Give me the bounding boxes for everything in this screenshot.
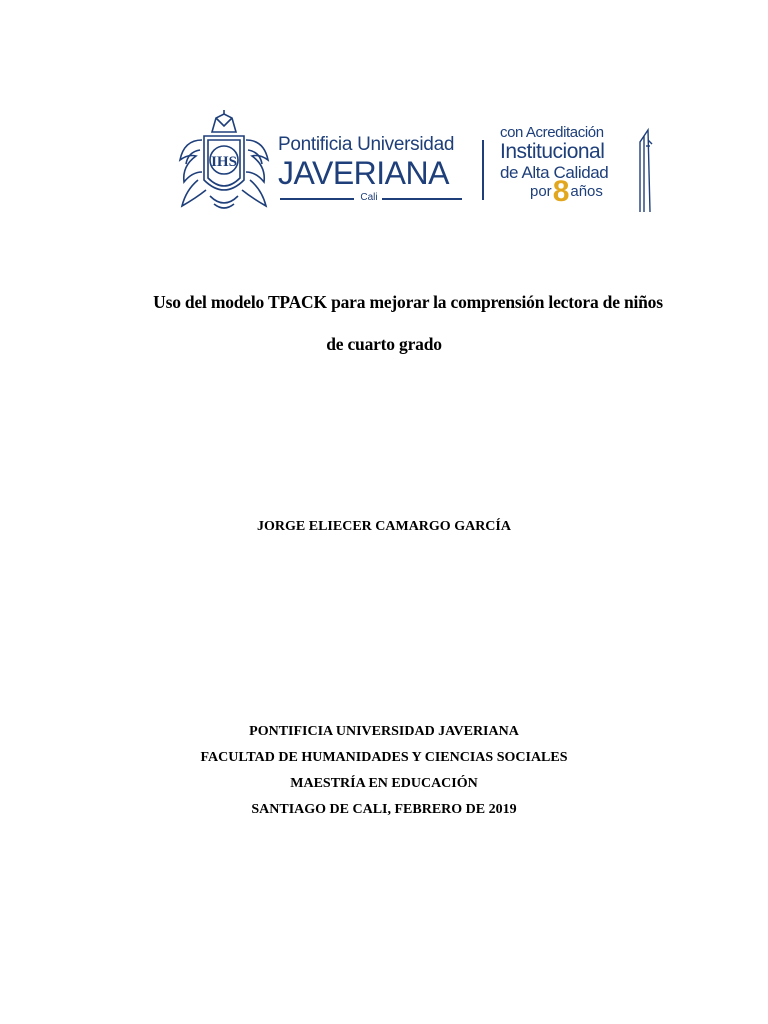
institution-block: [0, 719, 768, 823]
accreditation-years: años: [570, 183, 603, 200]
university-name-line2: JAVERIANA: [278, 155, 449, 191]
thesis-title-line2: de cuarto grado: [326, 334, 442, 354]
thesis-title-line1: Uso del modelo TPACK para mejorar la comprensión lectora de niños: [153, 292, 663, 312]
city-rule-right: [382, 198, 462, 200]
accreditation-number: 8: [552, 175, 570, 208]
institution-university: PONTIFICIA UNIVERSIDAD JAVERIANA: [249, 724, 519, 739]
university-name-line1: Pontificia Universidad: [278, 134, 455, 155]
accreditation-line2: Institucional: [500, 140, 605, 163]
university-wordmark: [278, 134, 464, 205]
accreditation-mark: [500, 124, 650, 208]
accreditation-por: por: [530, 183, 552, 200]
author-name: JORGE ELIECER CAMARGO GARCÍA: [257, 519, 511, 534]
university-crest-icon: [174, 110, 274, 214]
accreditation-line3: de Alta Calidad: [500, 163, 609, 182]
institution-program: MAESTRÍA EN EDUCACIÓN: [290, 776, 478, 791]
institution-faculty: FACULTAD DE HUMANIDADES Y CIENCIAS SOCIALES: [200, 750, 568, 765]
accreditation-line4: [500, 175, 650, 208]
logo-divider: [482, 140, 484, 200]
crest-monogram: IHS: [211, 154, 237, 170]
campus-tower-icon: [636, 126, 654, 212]
university-city: Cali: [360, 192, 378, 203]
city-rule-left: [280, 198, 354, 200]
header-logo: [174, 110, 654, 214]
accreditation-line1: con Acreditación: [500, 124, 604, 141]
institution-place-date: SANTIAGO DE CALI, FEBRERO DE 2019: [251, 802, 517, 817]
university-city-row: [278, 191, 464, 205]
